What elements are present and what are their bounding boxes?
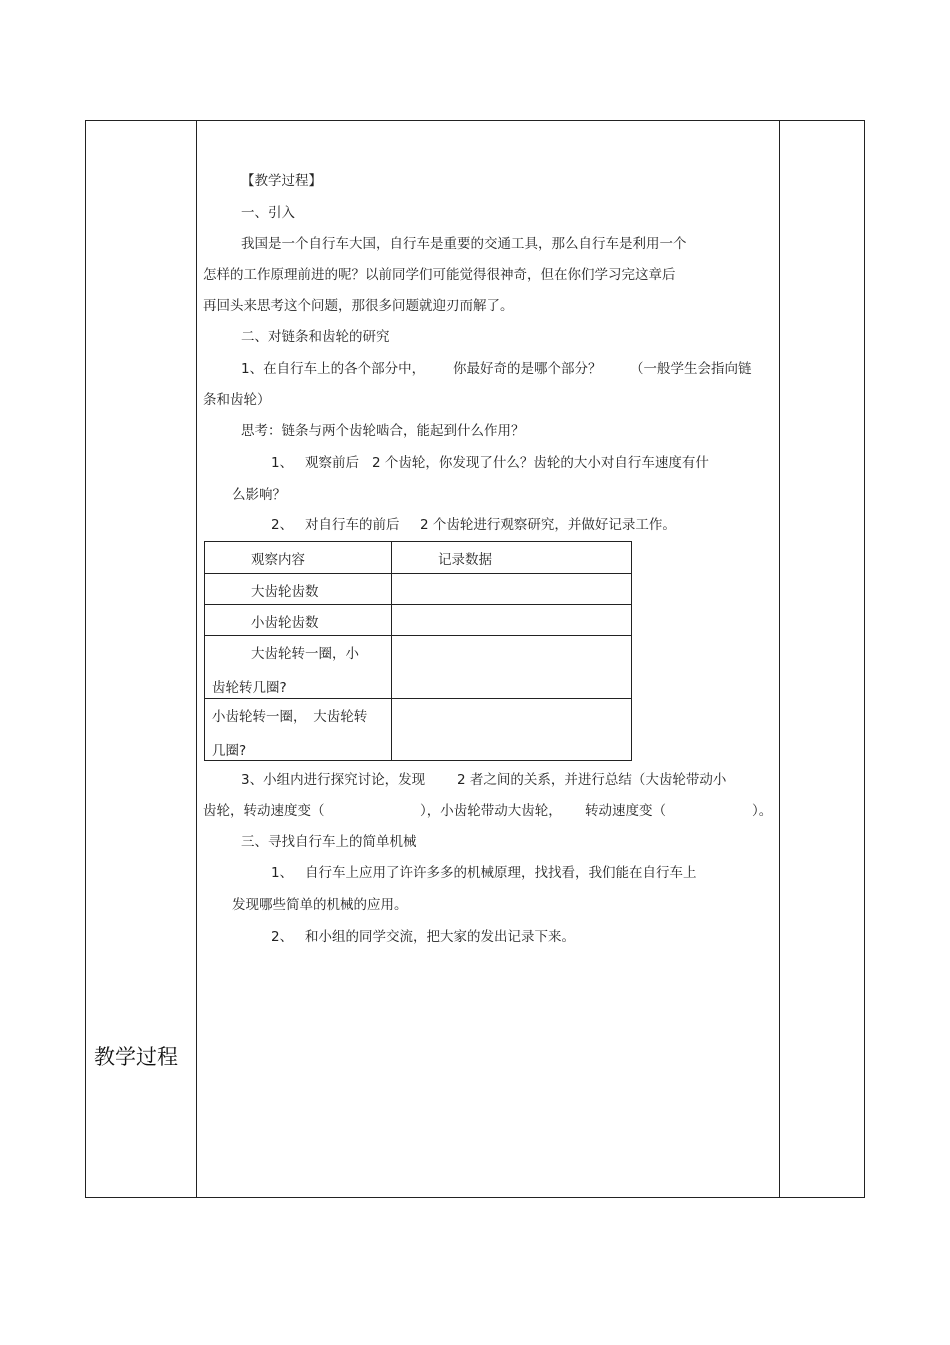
intro-line-2: 怎样的工作原理前进的呢？以前同学们可能觉得很神奇，但在你们学习完这章后	[203, 267, 676, 283]
observation-record-table	[204, 541, 632, 761]
observe-1-part-c: 么影响？	[232, 487, 286, 503]
side-label: 教学过程	[94, 1045, 178, 1069]
observe-2-part-b: 2 个齿轮进行观察研究，并做好记录工作。	[420, 517, 676, 533]
question-3-part-f: ）。	[752, 803, 773, 819]
question-1-part-b: 你最好奇的是哪个部分？	[453, 361, 602, 377]
row-label: 小齿轮转一圈， 大齿轮转 几圈?	[205, 699, 392, 761]
section-3-item-1-part-b: 发现哪些简单的机械的应用。	[232, 897, 408, 913]
column-divider-right	[779, 121, 780, 1197]
table-row	[205, 636, 632, 699]
header-record-data: 记录数据	[392, 542, 632, 574]
section-3-item-2-number: 2、	[271, 929, 294, 945]
table-row	[205, 605, 632, 636]
observe-2-part-a: 对自行车的前后	[305, 517, 400, 533]
question-3-part-a: 3、小组内进行探究讨论，发现	[241, 772, 426, 788]
observe-1-part-a: 观察前后	[305, 455, 359, 471]
column-divider-left	[196, 121, 197, 1197]
table-row	[205, 699, 632, 761]
question-3-part-d: ），小齿轮带动大齿轮，	[420, 803, 562, 819]
question-3-part-c: 齿轮，转动速度变（	[203, 803, 325, 819]
question-1-part-a: 1、在自行车上的各个部分中，	[241, 361, 426, 377]
record-cell	[392, 636, 632, 699]
observe-2-number: 2、	[271, 517, 294, 533]
section-3-item-1-number: 1、	[271, 865, 294, 881]
section-1-title: 一、引入	[241, 205, 295, 221]
think-line: 思考：链条与两个齿轮啮合，能起到什么作用？	[241, 423, 525, 439]
table-row	[205, 574, 632, 605]
question-1-part-c: （一般学生会指向链	[630, 361, 752, 377]
row-label: 小齿轮齿数	[205, 605, 392, 636]
record-cell	[392, 574, 632, 605]
record-cell	[392, 699, 632, 761]
intro-line-3: 再回头来思考这个问题，那很多问题就迎刃而解了。	[203, 298, 514, 314]
section-3-item-2-part-a: 和小组的同学交流，把大家的发出记录下来。	[305, 929, 575, 945]
question-3-part-e: 转动速度变（	[585, 803, 666, 819]
observe-1-part-b: 2 个齿轮，你发现了什么？齿轮的大小对自行车速度有什	[372, 455, 709, 471]
record-cell	[392, 605, 632, 636]
section-2-title: 二、对链条和齿轮的研究	[241, 329, 390, 345]
intro-line-1: 我国是一个自行车大国，自行车是重要的交通工具，那么自行车是利用一个	[241, 236, 687, 252]
section-3-item-1-part-a: 自行车上应用了许许多多的机械原理，找找看，我们能在自行车上	[305, 865, 697, 881]
section-3-title: 三、寻找自行车上的简单机械	[241, 834, 417, 850]
header-observe-content: 观察内容	[205, 542, 392, 574]
row-label: 大齿轮转一圈，小 齿轮转几圈?	[205, 636, 392, 699]
section-heading: 【教学过程】	[241, 173, 322, 189]
question-3-part-b: 2 者之间的关系，并进行总结（大齿轮带动小	[457, 772, 727, 788]
row-label: 大齿轮齿数	[205, 574, 392, 605]
table-header-row	[205, 542, 632, 574]
observe-1-number: 1、	[271, 455, 294, 471]
question-1-part-d: 条和齿轮）	[203, 392, 271, 408]
